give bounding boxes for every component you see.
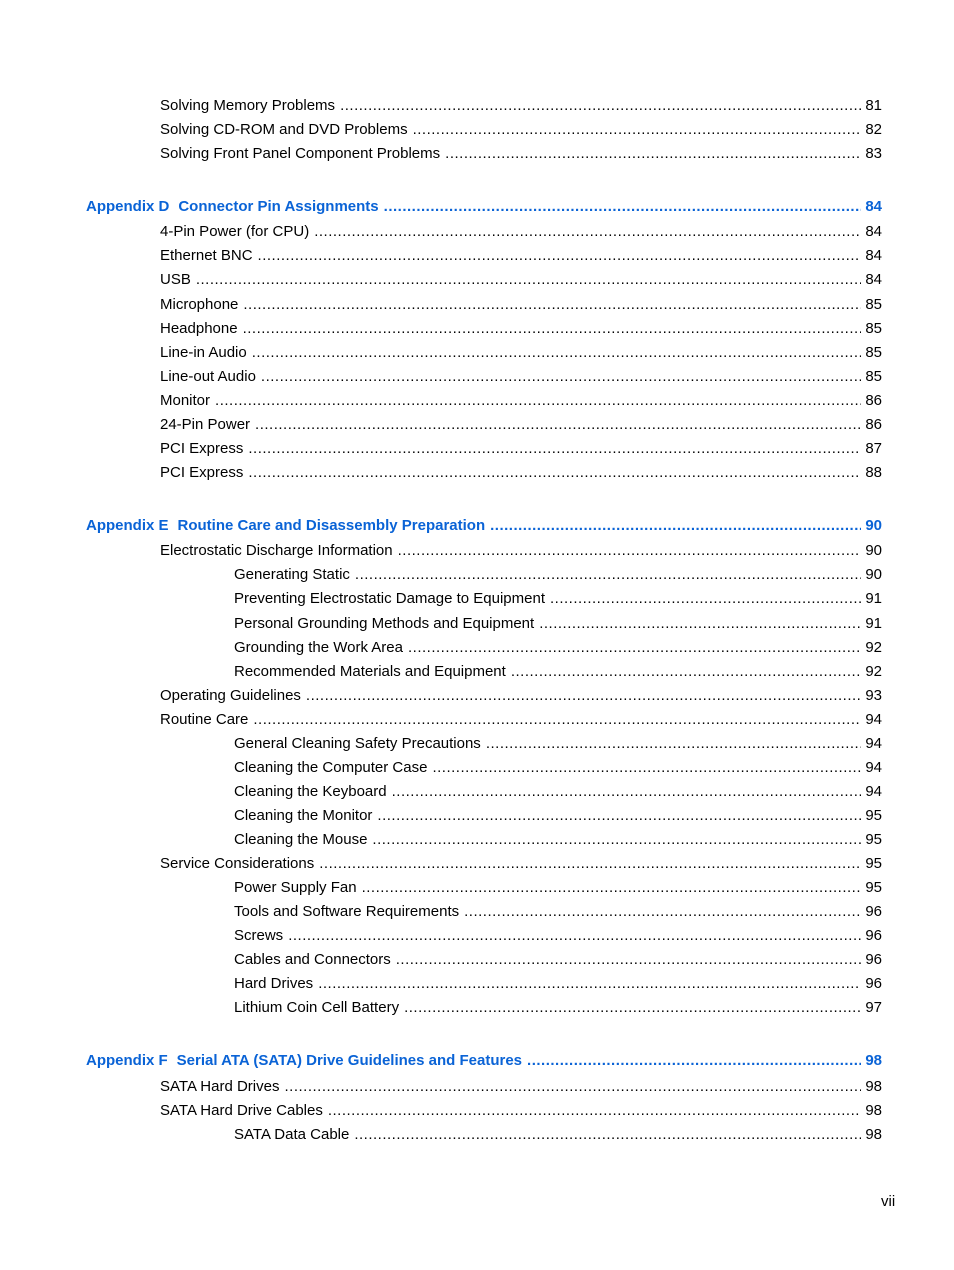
- toc-entry-text: 4-Pin Power (for CPU): [160, 223, 310, 240]
- toc-entry-text: Solving CD-ROM and DVD Problems: [160, 121, 408, 138]
- toc-entry[interactable]: [160, 120, 882, 140]
- toc-entry-text: USB: [160, 271, 191, 288]
- toc-entry[interactable]: [160, 367, 882, 387]
- toc-page-number: 94: [865, 759, 882, 776]
- toc-entry-title: [86, 197, 384, 217]
- toc-entry[interactable]: [234, 830, 882, 850]
- toc-entry[interactable]: [160, 1077, 882, 1097]
- toc-entry-text: Lithium Coin Cell Battery: [234, 999, 400, 1016]
- toc-page-number: 90: [865, 566, 882, 583]
- toc-entry[interactable]: [160, 343, 882, 363]
- toc-entry-title: [234, 614, 539, 634]
- toc-page-number: 96: [865, 975, 882, 992]
- toc-page-number: 95: [865, 831, 882, 848]
- toc-entry[interactable]: [160, 710, 882, 730]
- toc-page-number: 94: [865, 735, 882, 752]
- toc-page-number: 91: [865, 590, 882, 607]
- toc-entry[interactable]: [234, 974, 882, 994]
- dot-leader: [408, 638, 861, 658]
- toc-page-number: 85: [865, 296, 882, 313]
- toc-entry[interactable]: [234, 565, 882, 585]
- dot-leader: [527, 1051, 861, 1071]
- toc-entry-text: Monitor: [160, 392, 211, 409]
- toc-page-number: 90: [865, 517, 882, 534]
- dot-leader: [464, 902, 861, 922]
- dot-leader: [318, 974, 861, 994]
- toc-entry-text: Recommended Materials and Equipment: [234, 663, 506, 680]
- toc-page-number: 94: [865, 711, 882, 728]
- toc-entry[interactable]: [234, 589, 882, 609]
- toc-entry[interactable]: [160, 270, 882, 290]
- dot-leader: [258, 246, 862, 266]
- toc-page-number: 87: [865, 440, 882, 457]
- toc-entry-text: Personal Grounding Methods and Equipment: [234, 615, 535, 632]
- toc-entry[interactable]: [234, 878, 882, 898]
- toc-entry-title: [234, 565, 355, 585]
- toc-entry-text: Cleaning the Mouse: [234, 831, 368, 848]
- toc-entry[interactable]: [234, 782, 882, 802]
- dot-leader: [354, 1125, 861, 1145]
- toc-entry-text: Tools and Software Requirements: [234, 903, 460, 920]
- toc-entry-text: SATA Data Cable: [234, 1126, 350, 1143]
- appendix-label: Appendix E: [86, 517, 169, 534]
- toc-entry-text: Electrostatic Discharge Information: [160, 542, 393, 559]
- toc-entry-text: Solving Memory Problems: [160, 97, 336, 114]
- toc-entry-title: [160, 391, 215, 411]
- toc-entry-title: [160, 270, 196, 290]
- toc-page-number: 94: [865, 783, 882, 800]
- toc-page-number: 81: [865, 97, 882, 114]
- dot-leader: [511, 662, 862, 682]
- toc-entry-title: [234, 926, 288, 946]
- appendix-label: Appendix F: [86, 1052, 168, 1069]
- toc-entry[interactable]: [160, 415, 882, 435]
- dot-leader: [255, 415, 861, 435]
- toc-entry-text: Line-in Audio: [160, 344, 247, 361]
- toc-page-number: 92: [865, 639, 882, 656]
- toc-entry[interactable]: [160, 246, 882, 266]
- dot-leader: [539, 614, 861, 634]
- toc-appendix-entry[interactable]: [86, 197, 882, 217]
- dot-leader: [248, 463, 861, 483]
- toc-page-number: 85: [865, 344, 882, 361]
- toc-entry-text: Power Supply Fan: [234, 879, 357, 896]
- toc-entry[interactable]: [234, 950, 882, 970]
- toc-entry-title: [234, 1125, 354, 1145]
- toc-entry-title: [160, 295, 243, 315]
- toc-entry-text: SATA Hard Drive Cables: [160, 1102, 323, 1119]
- dot-leader: [362, 878, 862, 898]
- toc-entry-text: SATA Hard Drives: [160, 1078, 280, 1095]
- toc-entry-title: [160, 144, 445, 164]
- dot-leader: [445, 144, 861, 164]
- toc-page-number: 98: [865, 1126, 882, 1143]
- toc-entry-title: [160, 1101, 328, 1121]
- toc-page-number: 88: [865, 464, 882, 481]
- toc-entry-text: Operating Guidelines: [160, 687, 301, 704]
- toc-page-number: 98: [865, 1078, 882, 1095]
- toc-page-number: 97: [865, 999, 882, 1016]
- dot-leader: [248, 439, 861, 459]
- toc-entry[interactable]: [234, 902, 882, 922]
- dot-leader: [288, 926, 861, 946]
- toc-entry-title: [234, 734, 486, 754]
- dot-leader: [486, 734, 862, 754]
- toc-entry-text: General Cleaning Safety Precautions: [234, 735, 481, 752]
- toc-entry[interactable]: [160, 463, 882, 483]
- dot-leader: [284, 1077, 861, 1097]
- dot-leader: [243, 319, 862, 339]
- toc-entry-title: [160, 686, 306, 706]
- dot-leader: [253, 710, 861, 730]
- toc-entry-text: Screws: [234, 927, 284, 944]
- toc-entry-text: Cleaning the Monitor: [234, 807, 373, 824]
- dot-leader: [396, 950, 862, 970]
- dot-leader: [215, 391, 861, 411]
- toc-entry[interactable]: [160, 439, 882, 459]
- toc-entry-title: [234, 830, 372, 850]
- toc-entry-title: [160, 439, 248, 459]
- toc-entry-title: [234, 758, 432, 778]
- toc-entry-text: Grounding the Work Area: [234, 639, 403, 656]
- toc-entry-text: Line-out Audio: [160, 368, 256, 385]
- toc-entry-text: Routine Care: [160, 711, 249, 728]
- toc-entry-text: Cables and Connectors: [234, 951, 391, 968]
- toc-entry-text: Hard Drives: [234, 975, 314, 992]
- toc-entry[interactable]: [234, 926, 882, 946]
- toc-entry[interactable]: [234, 1125, 882, 1145]
- toc-entry[interactable]: [160, 686, 882, 706]
- toc-entry-text: PCI Express: [160, 440, 244, 457]
- toc-entry-title: [234, 878, 362, 898]
- toc-page-number: 84: [865, 271, 882, 288]
- toc-entry-text: Serial ATA (SATA) Drive Guidelines and Features: [176, 1052, 523, 1069]
- dot-leader: [550, 589, 861, 609]
- toc-entry-title: [234, 902, 464, 922]
- dot-leader: [404, 998, 861, 1018]
- toc-entry-text: 24-Pin Power: [160, 416, 251, 433]
- toc-page-number: 91: [865, 615, 882, 632]
- toc-entry-title: [234, 662, 511, 682]
- toc-entry-title: [234, 589, 550, 609]
- toc-entry-title: [160, 367, 261, 387]
- toc-page-number: 95: [865, 879, 882, 896]
- toc-entry-text: Microphone: [160, 296, 239, 313]
- toc-entry-text: Cleaning the Computer Case: [234, 759, 428, 776]
- dot-leader: [398, 541, 862, 561]
- toc-entry-text: PCI Express: [160, 464, 244, 481]
- toc-entry[interactable]: [160, 319, 882, 339]
- toc-page-number: 84: [865, 198, 882, 215]
- toc-entry-title: [160, 343, 252, 363]
- toc-entry-title: [160, 541, 398, 561]
- toc-entry[interactable]: [160, 295, 882, 315]
- toc-entry-title: [86, 1051, 527, 1071]
- toc-entry-text: Routine Care and Disassembly Preparation: [177, 517, 486, 534]
- toc-page-number: 95: [865, 855, 882, 872]
- toc-entry-title: [160, 222, 314, 242]
- toc-page-number: 85: [865, 320, 882, 337]
- toc-page-number: 86: [865, 392, 882, 409]
- toc-entry-text: Service Considerations: [160, 855, 315, 872]
- dot-leader: [306, 686, 861, 706]
- toc-entry-title: [160, 710, 253, 730]
- toc-page-number: 86: [865, 416, 882, 433]
- toc-page-number: 84: [865, 223, 882, 240]
- toc-entry[interactable]: [160, 391, 882, 411]
- toc-entry[interactable]: [234, 758, 882, 778]
- toc-entry[interactable]: [234, 998, 882, 1018]
- toc-entry-text: Cleaning the Keyboard: [234, 783, 387, 800]
- dot-leader: [196, 270, 861, 290]
- dot-leader: [252, 343, 862, 363]
- toc-entry-title: [160, 1077, 284, 1097]
- toc-entry-title: [234, 950, 396, 970]
- toc-entry-title: [234, 974, 318, 994]
- toc-entry-title: [160, 246, 258, 266]
- toc-page-number: 98: [865, 1102, 882, 1119]
- dot-leader: [261, 367, 861, 387]
- toc-page-number: 90: [865, 542, 882, 559]
- toc-entry-title: [160, 319, 243, 339]
- toc-entry-text: Headphone: [160, 320, 238, 337]
- toc-page-number: 98: [865, 1052, 882, 1069]
- dot-leader: [372, 830, 861, 850]
- toc-page-number: 96: [865, 927, 882, 944]
- toc-entry-title: [160, 415, 255, 435]
- dot-leader: [340, 96, 861, 116]
- toc-page-number: 96: [865, 903, 882, 920]
- toc-entry[interactable]: [234, 662, 882, 682]
- toc-entry-text: Preventing Electrostatic Damage to Equipment: [234, 590, 545, 607]
- toc-page-number: 82: [865, 121, 882, 138]
- toc-entry-text: Ethernet BNC: [160, 247, 253, 264]
- dot-leader: [490, 516, 861, 536]
- toc-entry-title: [86, 516, 490, 536]
- toc-entry-title: [160, 120, 413, 140]
- page-number: vii: [881, 1193, 896, 1210]
- toc-page-number: 83: [865, 145, 882, 162]
- toc-entry[interactable]: [160, 144, 882, 164]
- dot-leader: [314, 222, 861, 242]
- toc-entry-title: [234, 638, 408, 658]
- toc-appendix-entry[interactable]: [86, 1051, 882, 1071]
- toc-entry[interactable]: [160, 854, 882, 874]
- toc-entry[interactable]: [234, 614, 882, 634]
- toc-entry[interactable]: [160, 541, 882, 561]
- toc-page-number: 84: [865, 247, 882, 264]
- toc-entry[interactable]: [160, 222, 882, 242]
- toc-entry[interactable]: [234, 734, 882, 754]
- toc-entry[interactable]: [160, 1101, 882, 1121]
- toc-entry-title: [234, 998, 404, 1018]
- dot-leader: [328, 1101, 861, 1121]
- dot-leader: [355, 565, 861, 585]
- toc-entry-title: [234, 782, 392, 802]
- toc-page-number: 96: [865, 951, 882, 968]
- toc-entry-text: Generating Static: [234, 566, 350, 583]
- toc-entry-title: [234, 806, 377, 826]
- appendix-label: Appendix D: [86, 198, 170, 215]
- toc-page-number: 93: [865, 687, 882, 704]
- toc-entry[interactable]: [234, 806, 882, 826]
- dot-leader: [432, 758, 861, 778]
- toc-entry[interactable]: [234, 638, 882, 658]
- toc-entry-title: [160, 96, 340, 116]
- dot-leader: [413, 120, 862, 140]
- toc-page-number: 92: [865, 663, 882, 680]
- dot-leader: [319, 854, 861, 874]
- dot-leader: [377, 806, 861, 826]
- toc-entry-title: [160, 854, 319, 874]
- toc-page-number: 95: [865, 807, 882, 824]
- dot-leader: [392, 782, 862, 802]
- toc-entry[interactable]: [160, 96, 882, 116]
- dot-leader: [384, 197, 862, 217]
- dot-leader: [243, 295, 861, 315]
- toc-page-number: 85: [865, 368, 882, 385]
- toc-entry-text: Connector Pin Assignments: [178, 198, 379, 215]
- toc-appendix-entry[interactable]: [86, 516, 882, 536]
- toc-entry-text: Solving Front Panel Component Problems: [160, 145, 441, 162]
- toc-entry-title: [160, 463, 248, 483]
